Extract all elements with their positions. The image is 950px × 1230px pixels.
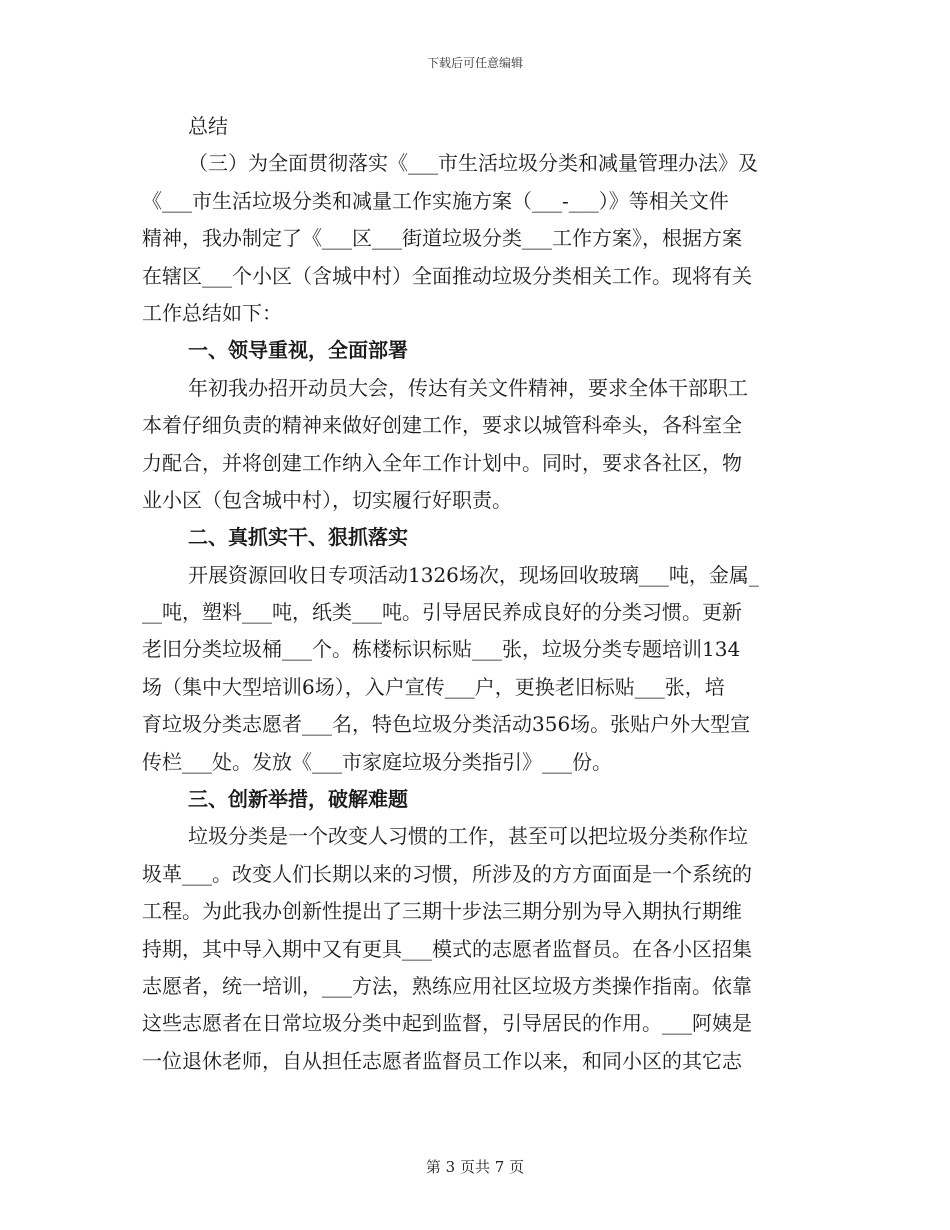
header-note: 下载后可任意编辑 [426,56,523,70]
paragraph-line: 本着仔细负责的精神来做好创建工作，要求以城管科牵头，各科室全 [142,413,742,438]
document-body [142,108,810,1080]
paragraph-line: 垃圾分类是一个改变人习惯的工作，甚至可以把垃圾分类称作垃 [188,824,748,849]
paragraph-line: 这些志愿者在日常垃圾分类中起到监督，引导居民的作用。___阿姨是 [142,1011,752,1036]
paragraph-line: 老旧分类垃圾桶___个。栋楼标识标贴___张，垃圾分类专题培训134 [142,637,741,662]
paragraph-line: 场（集中大型培训6场），入户宣传___户，更换老旧标贴___张，培 [142,674,725,699]
paragraph-line: 持期，其中导入期中又有更具___模式的志愿者监督员。在各小区招集 [142,936,752,961]
paragraph-line: 育垃圾分类志愿者___名，特色垃圾分类活动356场。张贴户外大型宣 [142,712,751,737]
paragraph-line: （三）为全面贯彻落实《___市生活垃圾分类和减量管理办法》及 [188,151,758,176]
paragraph-line: 开展资源回收日专项活动1326场次，现场回收玻璃___吨，金属_ [188,562,759,587]
section-heading: 一、领导重视，全面部署 [188,338,408,363]
paragraph-line: 圾革___。改变人们长期以来的习惯，所涉及的方方面面是一个系统的 [142,861,752,886]
paragraph-line: 年初我办招开动员大会，传达有关文件精神，要求全体干部职工 [188,375,748,400]
paragraph-line: 志愿者，统一培训，___方法，熟练应用社区垃圾方类操作指南。依靠 [142,973,752,998]
section-heading: 三、创新举措，破解难题 [188,787,408,812]
paragraph-line: 工程。为此我办创新性提出了三期十步法三期分别为导入期执行期维 [142,899,742,924]
page-number: 第 3 页共 7 页 [425,1158,525,1176]
section-heading: 二、真抓实干、狠抓落实 [188,525,408,550]
paragraph-line: 业小区（包含城中村），切实履行好职责。 [142,487,512,512]
paragraph-line: 总结 [188,114,228,138]
paragraph-line: 传栏___处。发放《___市家庭垃圾分类指引》___份。 [142,749,612,774]
paragraph-line: 精神，我办制定了《___区___街道垃圾分类___工作方案》，根据方案 [142,226,742,251]
paragraph-line: __吨，塑料___吨，纸类___吨。引导居民养成良好的分类习惯。更新 [142,600,742,625]
paragraph-line: 工作总结如下： [142,300,282,325]
paragraph-line: 在辖区___个小区（含城中村）全面推动垃圾分类相关工作。现将有关 [142,263,752,288]
paragraph-line: 力配合，并将创建工作纳入全年工作计划中。同时，要求各社区，物 [142,450,742,475]
paragraph-line: 《___市生活垃圾分类和减量工作实施方案（___-___）》等相关文件 [142,188,729,213]
paragraph-line: 一位退休老师，自从担任志愿者监督员工作以来，和同小区的其它志 [142,1048,742,1073]
